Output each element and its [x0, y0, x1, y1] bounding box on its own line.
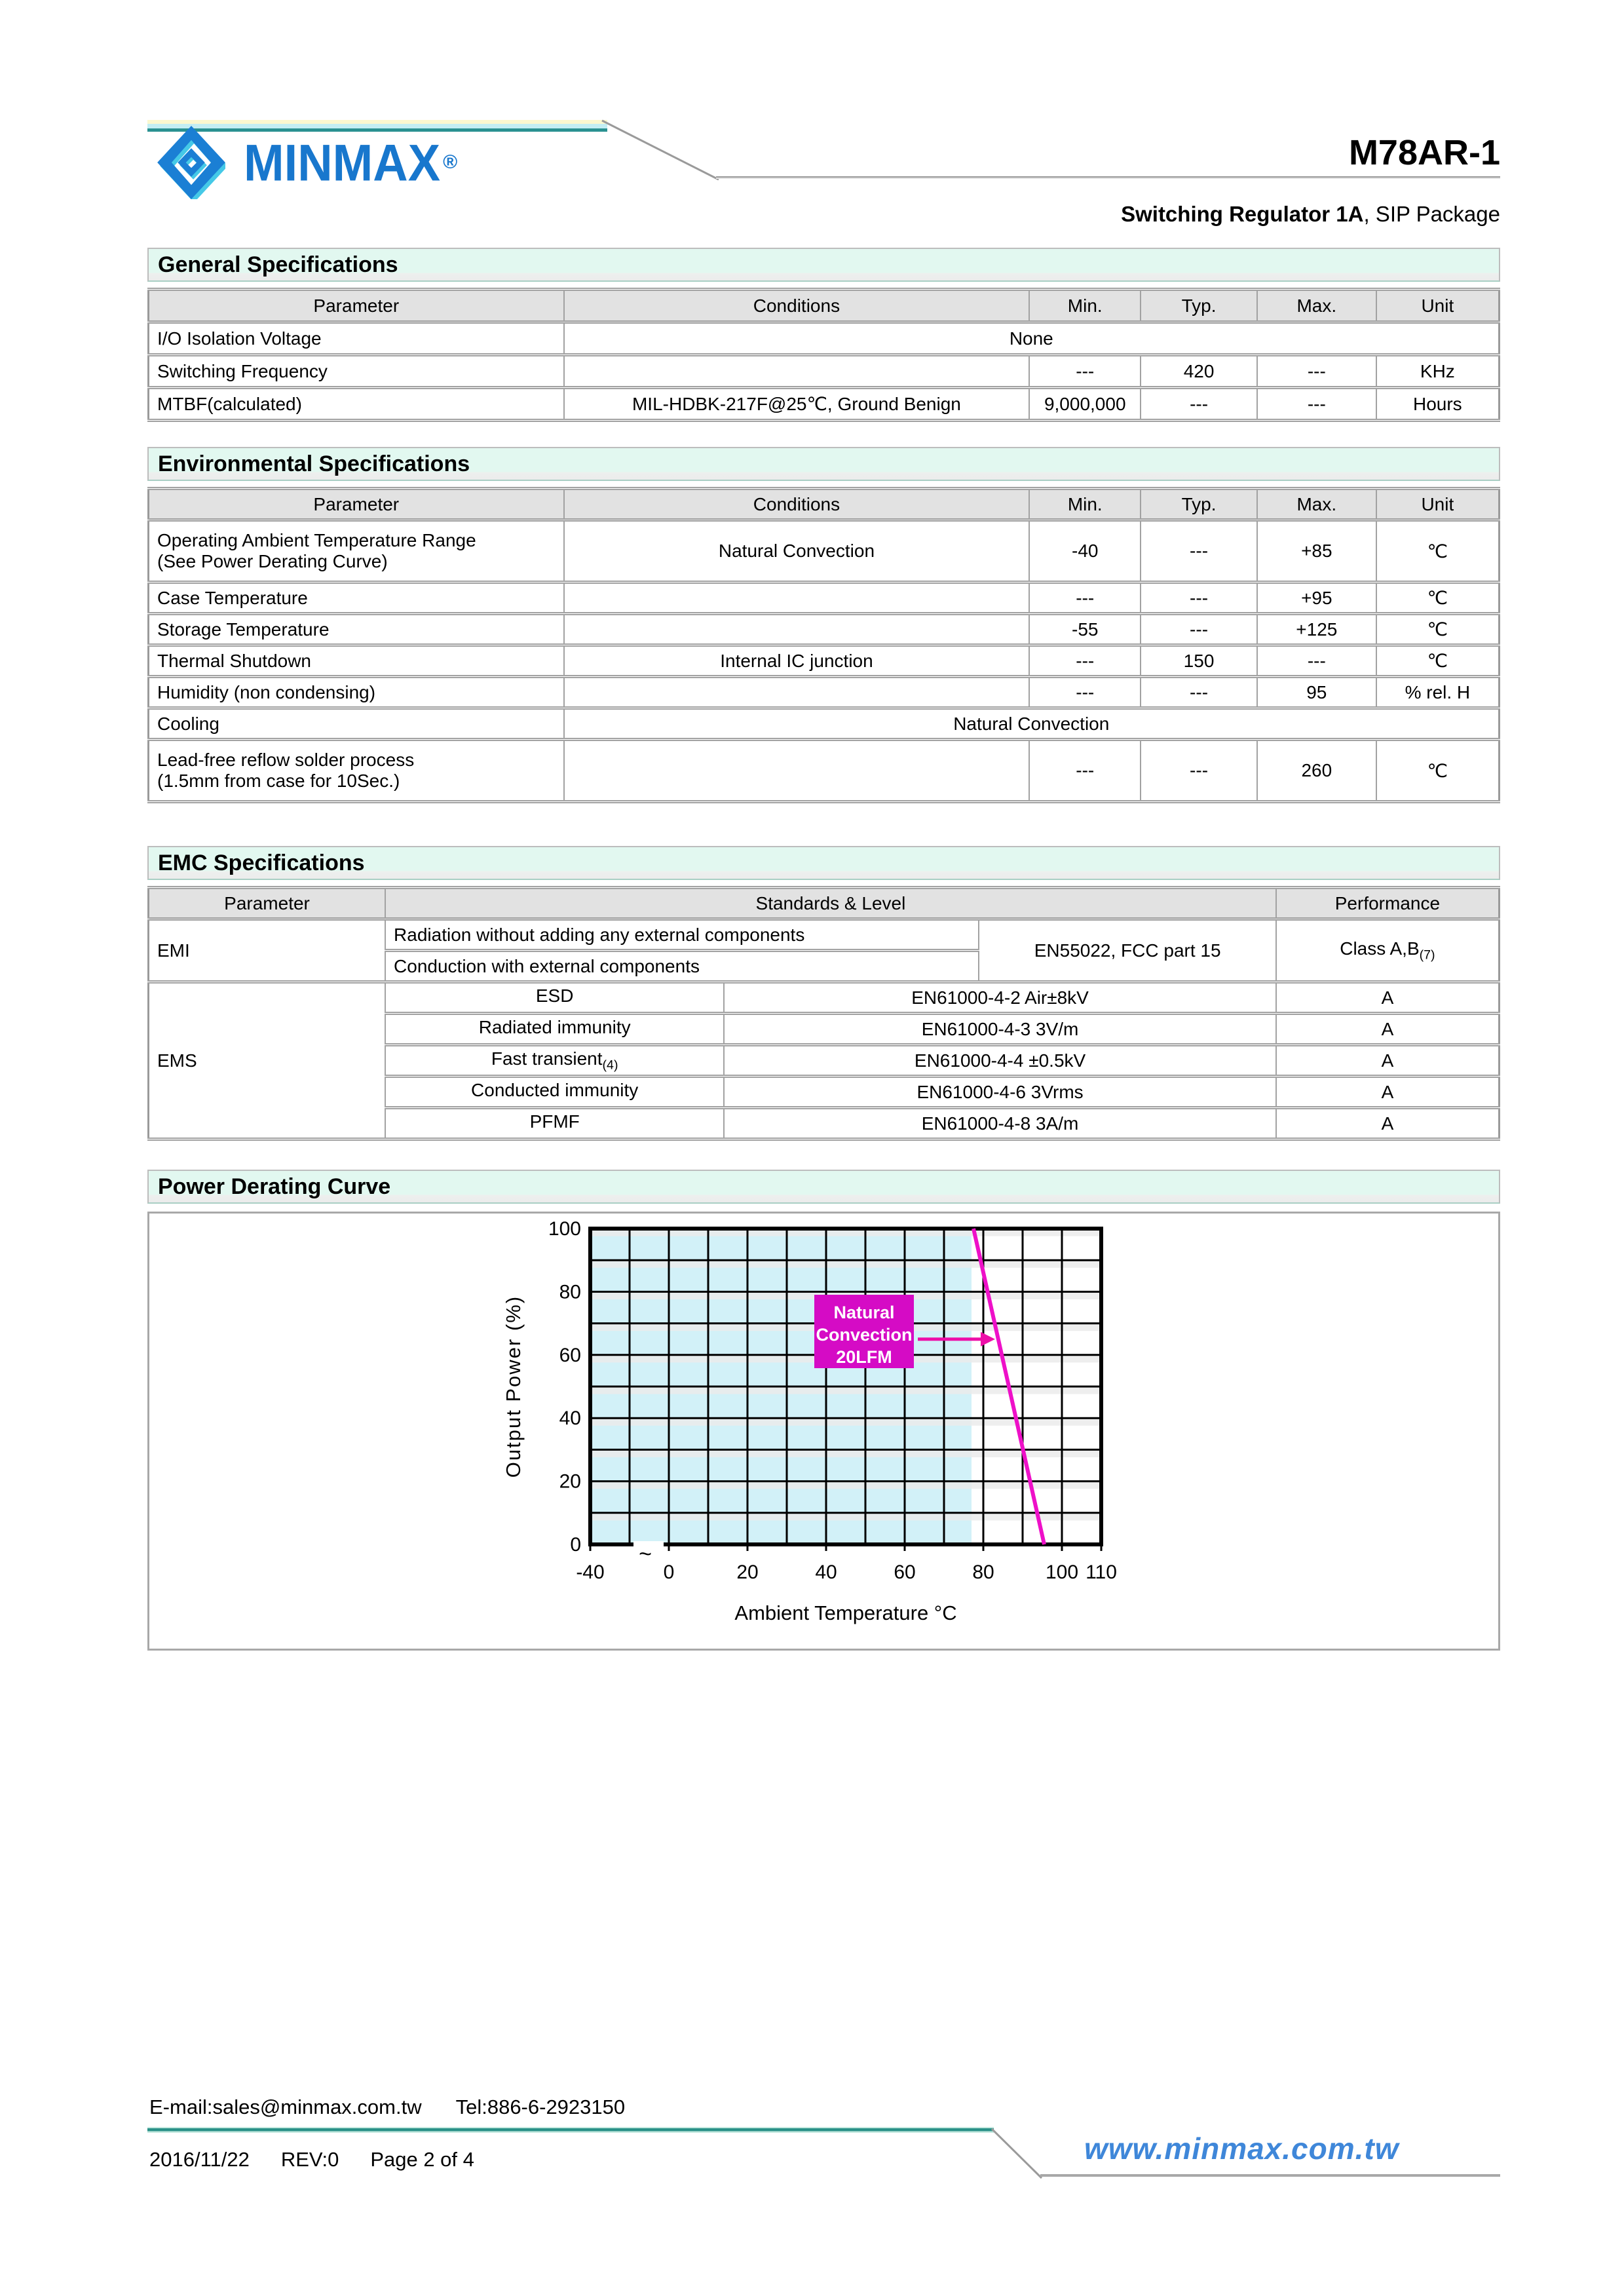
y-tick-label: 100 [548, 1218, 581, 1240]
cell-parameter: Humidity (non condensing) [149, 677, 564, 708]
page-title-model: M78AR-1 [1348, 133, 1500, 172]
performance-class: Class A,B [1340, 938, 1420, 959]
cell-typ: 150 [1141, 645, 1257, 677]
cell-min: --- [1029, 677, 1141, 708]
cell-typ: 420 [1141, 355, 1257, 388]
cell-ems-performance: A [1276, 1014, 1500, 1045]
table-row [149, 614, 1500, 645]
footer-teal-rule [147, 2127, 994, 2133]
axis-break-symbol: ~ [639, 1542, 652, 1567]
section-emc-specifications [147, 846, 1500, 1141]
cell-conditions [564, 355, 1030, 388]
cell-parameter: Cooling [149, 708, 564, 740]
col-header-conditions: Conditions [564, 489, 1030, 520]
annotation-text: 20LFM [836, 1347, 892, 1367]
minmax-diamond-icon [157, 126, 225, 199]
cell-unit: ℃ [1376, 740, 1500, 802]
cell-emi-performance [1276, 919, 1500, 982]
section-general-specifications [147, 248, 1500, 422]
y-tick-label: 40 [559, 1407, 581, 1430]
header-rule [716, 176, 1500, 179]
col-header-performance: Performance [1276, 888, 1500, 919]
cell-parameter [149, 520, 564, 583]
footer-email-link[interactable]: E-mail:sales@minmax.com.tw [149, 2095, 422, 2118]
chart-row-strip [590, 1387, 1101, 1394]
footer-tel: Tel:886-6-2923150 [455, 2095, 626, 2118]
footer-diagonal-line [989, 2126, 1048, 2185]
derating-chart-frame [147, 1212, 1500, 1651]
table-row [149, 322, 1500, 355]
section-title-derating: Power Derating Curve [147, 1170, 1500, 1204]
registered-mark-icon: ® [443, 151, 458, 173]
col-header-typ: Typ. [1141, 290, 1257, 322]
col-header-unit: Unit [1376, 290, 1500, 322]
minmax-logo [157, 126, 457, 199]
parameter-line2: (1.5mm from case for 10Sec.) [157, 771, 400, 791]
cell-unit: ℃ [1376, 614, 1500, 645]
footer-gray-rule [1040, 2174, 1500, 2177]
cell-ems-standard: EN61000-4-2 Air±8kV [724, 982, 1276, 1014]
subtitle-rest: , SIP Package [1363, 202, 1500, 226]
cell-min: 9,000,000 [1029, 388, 1141, 421]
chart-row-strip [590, 1513, 1101, 1521]
cell-unit: KHz [1376, 355, 1500, 388]
cell-unit: Hours [1376, 388, 1500, 421]
cell-parameter: Storage Temperature [149, 614, 564, 645]
col-header-unit: Unit [1376, 489, 1500, 520]
ems-name: Fast transient [491, 1048, 603, 1069]
annotation-text: Natural [833, 1303, 895, 1322]
section-title-general: General Specifications [147, 248, 1500, 282]
cell-ems-performance: A [1276, 1077, 1500, 1108]
header-diagonal-line [599, 117, 724, 185]
x-tick-label: 60 [894, 1561, 916, 1583]
table-row [149, 982, 1500, 1014]
cell-min: --- [1029, 645, 1141, 677]
col-header-min: Min. [1029, 489, 1141, 520]
cell-ems-label: EMS [149, 982, 386, 1139]
x-axis-title: Ambient Temperature °C [734, 1601, 957, 1624]
cell-typ: --- [1141, 614, 1257, 645]
table-row [149, 388, 1500, 421]
performance-note: (7) [1419, 947, 1435, 963]
cell-merged-value: Natural Convection [564, 708, 1500, 740]
cell-max: +85 [1257, 520, 1376, 583]
cell-typ: --- [1141, 388, 1257, 421]
cell-merged-value: None [564, 322, 1500, 355]
table-row [149, 677, 1500, 708]
footer-rev: REV:0 [280, 2148, 339, 2171]
cell-unit: ℃ [1376, 520, 1500, 583]
table-row [149, 583, 1500, 614]
cell-ems-name [385, 982, 724, 1014]
cell-min: -55 [1029, 614, 1141, 645]
table-row [149, 708, 1500, 740]
col-header-typ: Typ. [1141, 489, 1257, 520]
ems-name: Radiated immunity [478, 1016, 631, 1037]
table-header-row [149, 290, 1500, 322]
cell-max: --- [1257, 388, 1376, 421]
footer-page-number: Page 2 of 4 [370, 2148, 474, 2171]
cell-typ: --- [1141, 677, 1257, 708]
cell-parameter: Thermal Shutdown [149, 645, 564, 677]
cell-ems-performance: A [1276, 982, 1500, 1014]
col-header-max: Max. [1257, 290, 1376, 322]
cell-min: --- [1029, 583, 1141, 614]
x-tick-label: 0 [663, 1561, 675, 1583]
chart-row-strip [590, 1260, 1101, 1268]
chart-row-strip [590, 1418, 1101, 1426]
cell-unit: % rel. H [1376, 677, 1500, 708]
col-header-max: Max. [1257, 489, 1376, 520]
x-tick-label: 100 [1045, 1561, 1079, 1583]
cell-conditions: MIL-HDBK-217F@25℃, Ground Benign [564, 388, 1030, 421]
footer-contact [149, 2095, 659, 2119]
general-specs-table [147, 288, 1500, 422]
annotation-text: Convection [816, 1325, 913, 1345]
cell-emi-standard: EN55022, FCC part 15 [979, 919, 1275, 982]
cell-min: --- [1029, 740, 1141, 802]
cell-max: 260 [1257, 740, 1376, 802]
col-header-parameter: Parameter [149, 888, 386, 919]
col-header-min: Min. [1029, 290, 1141, 322]
x-tick-label: 20 [736, 1561, 759, 1583]
ems-name: Conducted immunity [471, 1079, 639, 1100]
cell-max: --- [1257, 355, 1376, 388]
cell-emi-label: EMI [149, 919, 386, 982]
section-title-environmental: Environmental Specifications [147, 447, 1500, 481]
ems-name: PFMF [529, 1111, 580, 1132]
x-tick-label: 40 [815, 1561, 837, 1583]
y-tick-label: 60 [559, 1344, 581, 1366]
cell-parameter: I/O Isolation Voltage [149, 322, 564, 355]
cell-ems-name [385, 1108, 724, 1139]
cell-typ: --- [1141, 520, 1257, 583]
footer-revision-line [149, 2148, 506, 2172]
cell-conditions [564, 583, 1030, 614]
x-tick-label: -40 [576, 1561, 605, 1583]
chart-row-strip [590, 1482, 1101, 1489]
cell-ems-standard: EN61000-4-4 ±0.5kV [724, 1045, 1276, 1077]
table-row [149, 740, 1500, 802]
parameter-line2: (See Power Derating Curve) [157, 551, 388, 571]
x-tick-label: 110 [1086, 1561, 1117, 1583]
parameter-line1: Lead-free reflow solder process [157, 750, 415, 770]
cell-ems-standard: EN61000-4-8 3A/m [724, 1108, 1276, 1139]
section-environmental-specifications [147, 447, 1500, 803]
col-header-parameter: Parameter [149, 290, 564, 322]
table-row [149, 919, 1500, 951]
col-header-conditions: Conditions [564, 290, 1030, 322]
cell-unit: ℃ [1376, 645, 1500, 677]
cell-conditions [564, 740, 1030, 802]
cell-ems-standard: EN61000-4-6 3Vrms [724, 1077, 1276, 1108]
cell-max: +125 [1257, 614, 1376, 645]
table-row [149, 520, 1500, 583]
y-tick-label: 20 [559, 1470, 581, 1493]
cell-ems-name [385, 1014, 724, 1045]
cell-parameter: Switching Frequency [149, 355, 564, 388]
footer-date: 2016/11/22 [149, 2148, 250, 2171]
cell-conditions [564, 614, 1030, 645]
table-header-row [149, 888, 1500, 919]
cell-conditions: Natural Convection [564, 520, 1030, 583]
cell-min: -40 [1029, 520, 1141, 583]
subtitle-bold: Switching Regulator 1A [1121, 202, 1364, 226]
page-subtitle [1121, 202, 1500, 227]
cell-parameter [149, 740, 564, 802]
brand-wordmark: MINMAX [244, 134, 441, 191]
cell-conditions [564, 677, 1030, 708]
col-header-standards: Standards & Level [385, 888, 1276, 919]
emc-specs-table [147, 886, 1500, 1141]
footer-website-link[interactable]: www.minmax.com.tw [1084, 2132, 1399, 2166]
cell-parameter: MTBF(calculated) [149, 388, 564, 421]
cell-conditions: Internal IC junction [564, 645, 1030, 677]
section-title-emc: EMC Specifications [147, 846, 1500, 880]
ems-note: (4) [602, 1058, 618, 1073]
environmental-specs-table [147, 487, 1500, 803]
cell-max: +95 [1257, 583, 1376, 614]
y-axis-title: Output Power (%) [502, 1295, 525, 1478]
col-header-parameter: Parameter [149, 489, 564, 520]
cell-emi-conduction: Conduction with external components [385, 951, 979, 982]
section-power-derating-curve [147, 1170, 1500, 1204]
cell-unit: ℃ [1376, 583, 1500, 614]
cell-typ: --- [1141, 583, 1257, 614]
cell-max: 95 [1257, 677, 1376, 708]
cell-ems-standard: EN61000-4-3 3V/m [724, 1014, 1276, 1045]
y-tick-label: 0 [570, 1534, 581, 1556]
cell-ems-performance: A [1276, 1045, 1500, 1077]
cell-typ: --- [1141, 740, 1257, 802]
cell-ems-performance: A [1276, 1108, 1500, 1139]
table-header-row [149, 489, 1500, 520]
ems-name: ESD [535, 985, 574, 1006]
cell-ems-name [385, 1045, 724, 1077]
annotation-arrow-head [981, 1332, 995, 1347]
x-tick-label: 80 [972, 1561, 994, 1583]
y-tick-label: 80 [559, 1281, 581, 1303]
power-derating-chart [482, 1212, 1137, 1645]
cell-ems-name [385, 1077, 724, 1108]
table-row [149, 645, 1500, 677]
cell-parameter: Case Temperature [149, 583, 564, 614]
cell-emi-radiation: Radiation without adding any external components [385, 919, 979, 951]
parameter-line1: Operating Ambient Temperature Range [157, 530, 476, 550]
table-row [149, 355, 1500, 388]
cell-max: --- [1257, 645, 1376, 677]
cell-min: --- [1029, 355, 1141, 388]
